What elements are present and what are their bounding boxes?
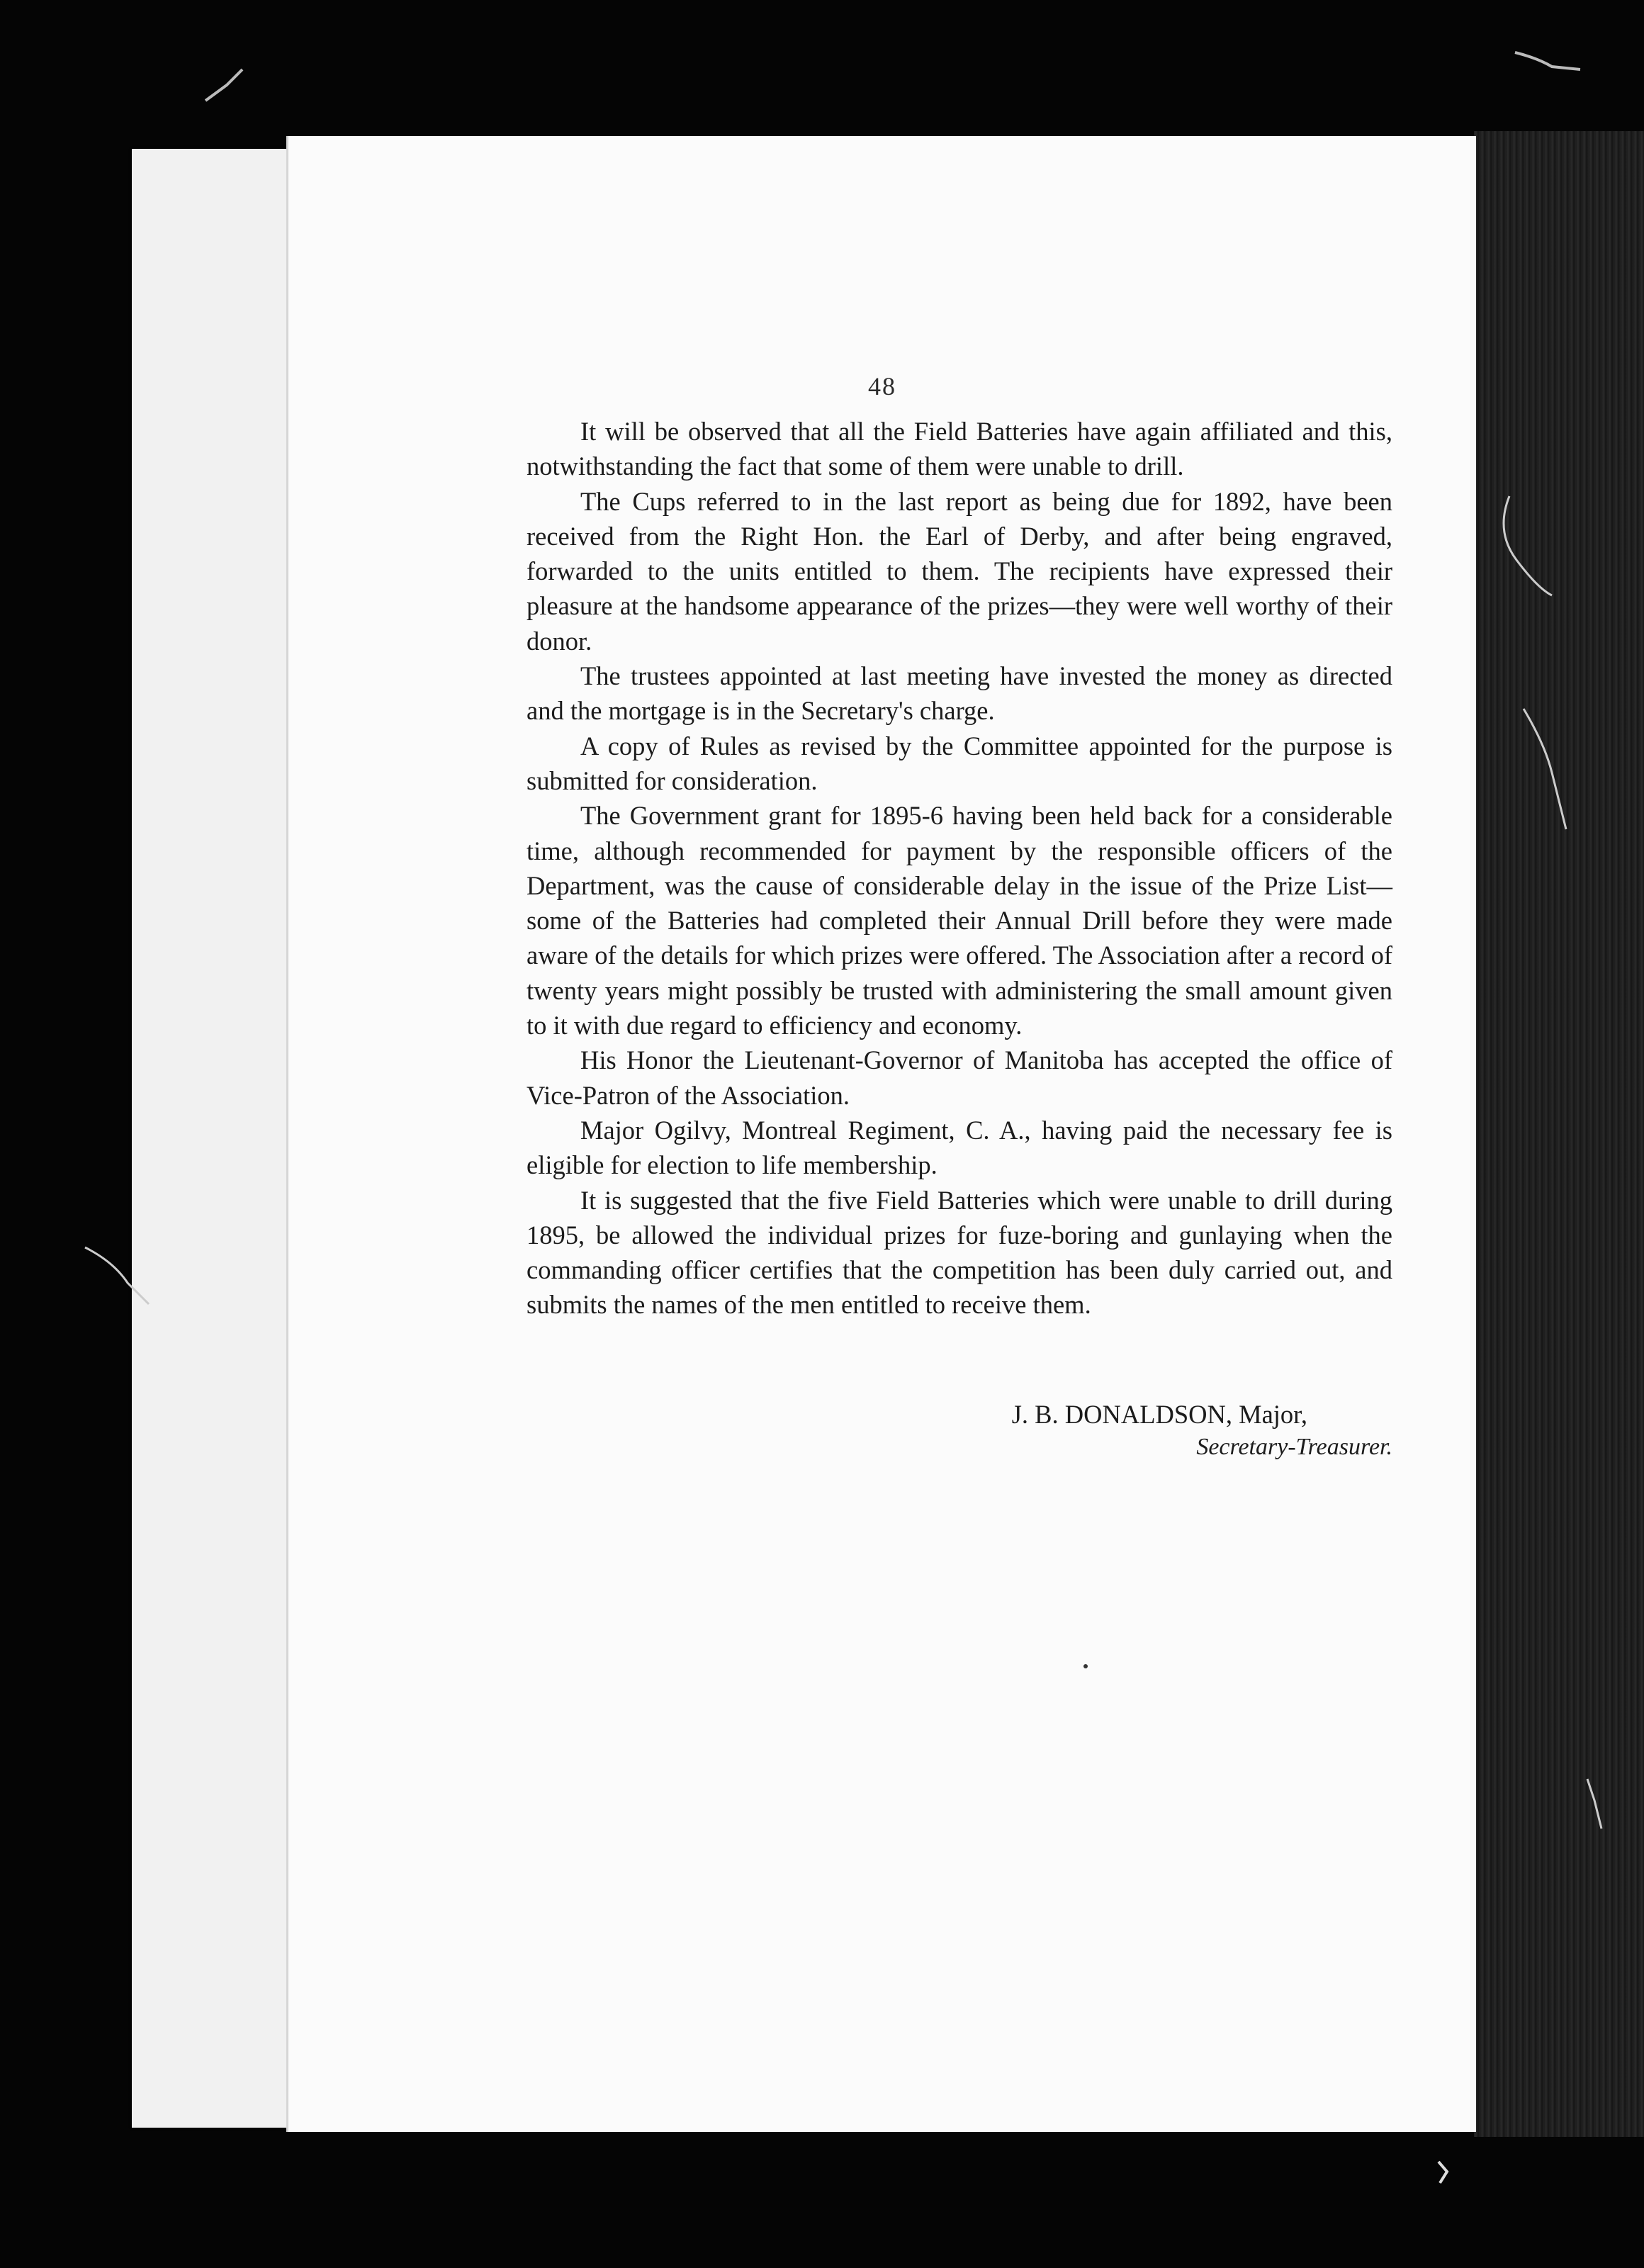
paragraph-trustees: The trustees appointed at last meeting have invested the money as directed and the mortgage is in the Secretary's charge. <box>527 661 1392 726</box>
paragraph-suggestion: It is suggested that the five Field Batteries which were unable to drill during 1895, be allowed the individual prizes for fuze-boring and gunlaying when the commanding officer certifies that the competition has been duly carried out, and submits the names of the men entitled to receive them. <box>527 1185 1392 1320</box>
scratch-mark <box>1431 2155 1460 2190</box>
dark-background-band <box>1474 131 1644 2137</box>
signatory-name: J. B. DONALDSON, Major, <box>1011 1400 1307 1429</box>
speck-mark <box>1083 1664 1088 1668</box>
scratch-mark <box>1573 1772 1616 1836</box>
scratch-mark <box>78 1233 163 1318</box>
paragraph-cups: The Cups referred to in the last report as being due for 1892, have been received from the Right Hon. the Earl of Derby, and after being engraved, forwarded to the units entitled to them. The recipients have expressed their pleasure at the handsome appearance of the prizes—they were well worthy of their donor. <box>527 486 1392 656</box>
paragraph-affiliation: It will be observed that all the Field Batteries have again affiliated and this, notwithstanding the fact that some of them were unable to drill. <box>527 417 1392 481</box>
paragraph-life-membership: Major Ogilvy, Montreal Regiment, C. A., having paid the necessary fee is eligible for election to life membership. <box>527 1115 1392 1180</box>
page-number: 48 <box>868 372 896 400</box>
document-page <box>286 136 1476 2132</box>
scratch-mark <box>1516 702 1580 836</box>
paragraph-vice-patron: His Honor the Lieutenant-Governor of Manitoba has accepted the office of Vice-Patron of the Association. <box>527 1045 1392 1110</box>
signature-block <box>1012 1398 1392 1463</box>
body-text <box>527 414 1392 1323</box>
paragraph-rules: A copy of Rules as revised by the Committee appointed for the purpose is submitted for consideration. <box>527 731 1392 795</box>
paragraph-government-grant: The Government grant for 1895-6 having been held back for a considerable time, although recommended for payment by the responsible officers of the Department, was the cause of considerable delay in the issue of the Prize List—some of the Batteries had completed their Annual Drill before they were made aware of the details for which prizes were offered. The Association after a record of twenty years might possibly be trusted with administering the small amount given to it with due regard to efficiency and economy. <box>527 801 1392 1040</box>
signatory-title: Secretary-Treasurer. <box>1196 1434 1392 1460</box>
scratch-mark <box>1509 43 1587 78</box>
scratch-mark <box>1481 489 1566 631</box>
scratch-mark <box>198 57 255 113</box>
